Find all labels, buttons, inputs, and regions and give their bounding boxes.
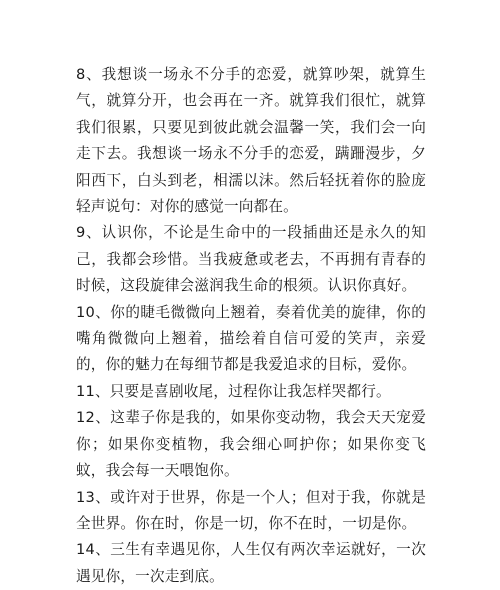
paragraph-8: 8、我想谈一场永不分手的恋爱，就算吵架，就算生气，就算分开，也会再在一齐。就算我们很忙，就算我们很累，只要见到彼此就会温馨一笑，我们会一向走下去。我想谈一场永不分手的恋爱，蹒跚漫步，夕阳西下，白头到老，相濡以沫。然后轻抚着你的脸庞轻声说句：对你的感觉一向都在。 <box>76 66 426 216</box>
paragraph-12: 12、这辈子你是我的，如果你变动物，我会天天宠爱你；如果你变植物，我会细心呵护你；如果你变飞蚊，我会每一天喂饱你。 <box>76 409 426 480</box>
paragraph-14: 14、三生有幸遇见你，人生仅有两次幸运就好，一次遇见你，一次走到底。 <box>76 541 426 585</box>
paragraph-13: 13、或许对于世界，你是一个人；但对于我，你就是全世界。你在时，你是一切，你不在时，一切是你。 <box>76 488 426 532</box>
paragraph-9: 9、认识你，不论是生命中的一段插曲还是永久的知己，我都会珍惜。当我疲惫或老去，不再拥有青春的时候，这段旋律会滋润我生命的根须。认识你真好。 <box>76 224 426 295</box>
document-body <box>76 62 426 590</box>
paragraph-11: 11、只要是喜剧收尾，过程你让我怎样哭都行。 <box>76 382 391 400</box>
paragraph-10: 10、你的睫毛微微向上翘着，奏着优美的旋律，你的嘴角微微向上翘着，描绘着自信可爱的笑声，亲爱的，你的魅力在每细节都是我爱追求的目标，爱你。 <box>76 303 426 374</box>
